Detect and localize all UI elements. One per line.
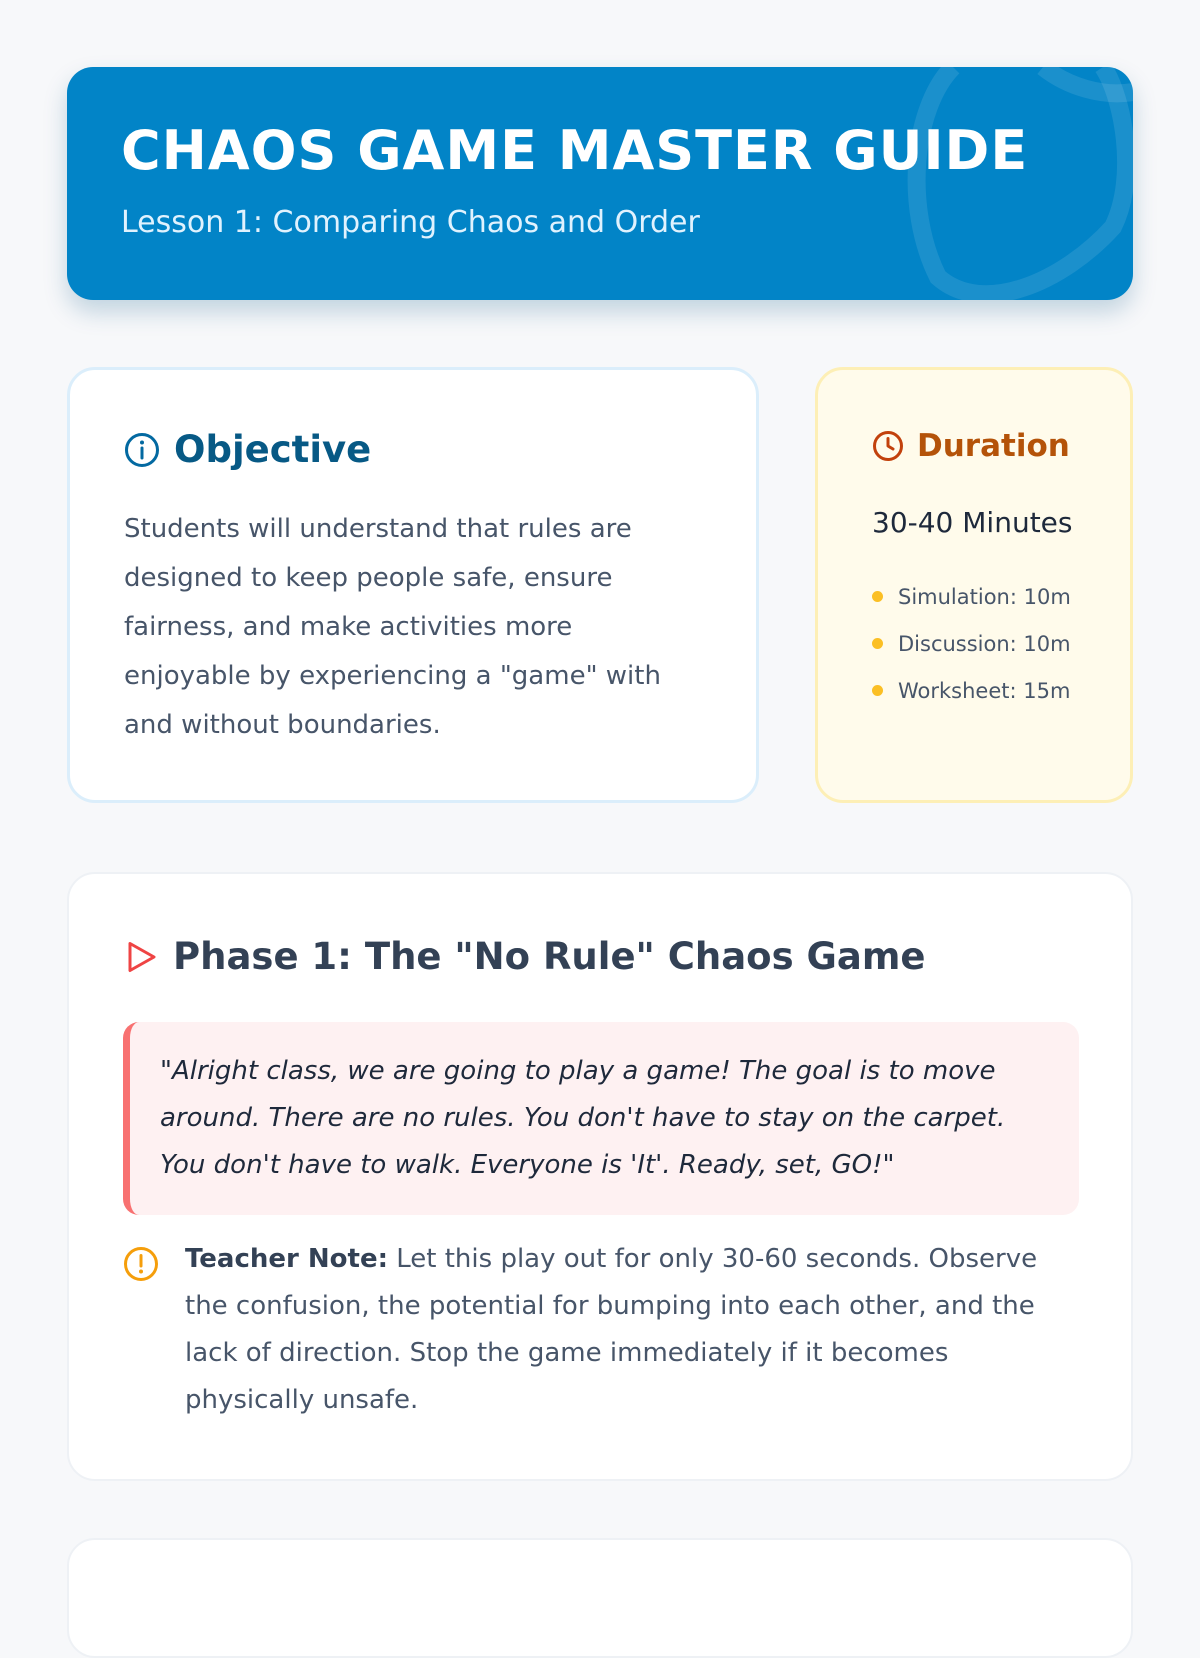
duration-breakdown-list	[872, 573, 1071, 714]
list-item	[872, 667, 1071, 714]
bullet-dot	[872, 638, 883, 649]
teacher-note-body: Let this play out for only 30-60 seconds. Observe the confusion, the potential for bumping into each other, and the lack of direction. Stop the game immediately if it becomes physically unsafe.	[185, 1244, 1038, 1415]
teacher-note-text	[185, 1236, 1065, 1424]
alert-circle-icon	[123, 1246, 159, 1282]
clock-icon	[872, 430, 904, 462]
duration-total: 30-40 Minutes	[872, 506, 1073, 539]
phase-1-card	[67, 872, 1133, 1481]
objective-heading-row	[124, 428, 371, 471]
bullet-dot	[872, 591, 883, 602]
bullet-dot	[872, 685, 883, 696]
info-icon	[124, 432, 160, 468]
list-item	[872, 620, 1071, 667]
duration-heading-row	[872, 428, 1070, 464]
objective-card	[67, 367, 759, 803]
next-section-card	[67, 1538, 1133, 1658]
duration-item-label: Worksheet: 15m	[898, 678, 1071, 703]
objective-heading: Objective	[174, 428, 372, 471]
duration-heading: Duration	[917, 428, 1070, 464]
header-banner	[67, 67, 1133, 300]
page-title: CHAOS GAME MASTER GUIDE	[121, 119, 1029, 182]
play-icon	[123, 939, 159, 975]
duration-item-label: Discussion: 10m	[898, 631, 1071, 656]
teacher-note-label: Teacher Note:	[185, 1244, 388, 1274]
page-subtitle: Lesson 1: Comparing Chaos and Order	[121, 205, 700, 240]
duration-card	[815, 367, 1133, 803]
duration-item-label: Simulation: 10m	[898, 584, 1071, 609]
phase-1-heading-row	[123, 935, 925, 978]
decorative-shape	[893, 67, 1133, 300]
list-item	[872, 573, 1071, 620]
phase-1-heading: Phase 1: The "No Rule" Chaos Game	[173, 935, 926, 978]
teacher-note	[123, 1236, 1083, 1424]
teacher-script-quote: "Alright class, we are going to play a game! The goal is to move around. There are no rules. You don't have to stay on the carpet. You don't have to walk. Everyone is 'It'. Ready, set, GO!"	[123, 1022, 1079, 1215]
objective-text: Students will understand that rules are designed to keep people safe, ensure fairness, and make activities more enjoyable by experiencing a "game" with and without boundaries.	[124, 514, 661, 740]
